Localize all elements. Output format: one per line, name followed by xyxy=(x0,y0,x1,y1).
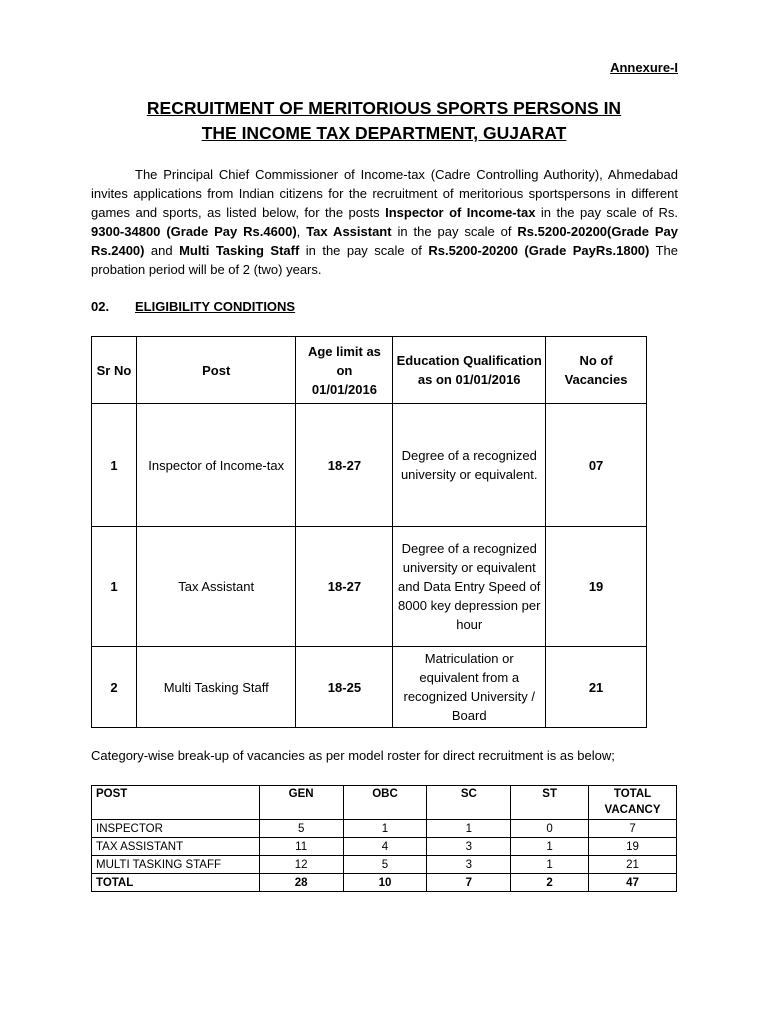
intro-bold: Tax Assistant xyxy=(306,224,392,239)
header-post: POST xyxy=(92,786,260,820)
table-row xyxy=(92,838,677,856)
table-header-row xyxy=(92,337,647,404)
intro-text: in the pay scale of xyxy=(391,224,518,239)
cell-age: 18-27 xyxy=(296,527,393,647)
header-age-line-1: Age limit as on xyxy=(307,343,381,378)
cell-education: Matriculation or equivalent from a recognized University / Board xyxy=(393,647,546,728)
cell-total: 7 xyxy=(589,820,677,838)
header-sc: SC xyxy=(427,786,511,820)
cell-sr: 1 xyxy=(92,404,137,527)
header-age-limit xyxy=(296,337,393,404)
header-st: ST xyxy=(511,786,589,820)
cell-education: Degree of a recognized university or equivalent and Data Entry Speed of 8000 key depression per hour xyxy=(393,527,546,647)
cell-post: Multi Tasking Staff xyxy=(136,647,296,728)
cell-gen: 5 xyxy=(259,820,343,838)
table-row xyxy=(92,404,647,527)
intro-bold: 9300-34800 (Grade Pay Rs.4600) xyxy=(91,224,297,239)
intro-bold: Rs.5200-20200(Grade Pay Rs.2400) xyxy=(91,224,678,258)
cell-st: 1 xyxy=(511,856,589,874)
cell-age: 18-25 xyxy=(296,647,393,728)
cell-post: Tax Assistant xyxy=(136,527,296,647)
section-number: 02. xyxy=(91,299,110,314)
cell-vacancies: 19 xyxy=(546,527,647,647)
cell-obc: 4 xyxy=(343,838,427,856)
page-title xyxy=(90,96,678,146)
cell-st: 2 xyxy=(511,874,589,892)
cell-sc: 3 xyxy=(427,856,511,874)
cell-post: TAX ASSISTANT xyxy=(92,838,260,856)
table-row xyxy=(92,647,647,728)
intro-text: in the pay scale of Rs. xyxy=(535,205,679,220)
cell-obc: 1 xyxy=(343,820,427,838)
intro-text: , xyxy=(296,224,307,239)
cell-st: 0 xyxy=(511,820,589,838)
cell-vacancies: 07 xyxy=(546,404,647,527)
annexure-label: Annexure-I xyxy=(610,60,678,75)
intro-text: The Principal Chief Commissioner of Income-tax (Cadre Controlling Authority), Ahmedabad invites applications from Indian citizens for the recruitment of meritorious sportspersons in different games and sports, as listed below, for the posts xyxy=(91,167,678,220)
eligibility-table xyxy=(91,336,647,728)
cell-obc: 5 xyxy=(343,856,427,874)
cell-post: Inspector of Income-tax xyxy=(136,404,296,527)
title-line-1: RECRUITMENT OF MERITORIOUS SPORTS PERSONS IN xyxy=(146,98,622,118)
cell-total: 21 xyxy=(589,856,677,874)
table-total-row xyxy=(92,874,677,892)
section-heading xyxy=(91,299,491,314)
cell-sc: 7 xyxy=(427,874,511,892)
cell-obc: 10 xyxy=(343,874,427,892)
title-line-2: THE INCOME TAX DEPARTMENT, GUJARAT xyxy=(201,123,567,143)
cell-total: 19 xyxy=(589,838,677,856)
header-obc: OBC xyxy=(343,786,427,820)
cell-post: MULTI TASKING STAFF xyxy=(92,856,260,874)
table-row xyxy=(92,856,677,874)
cell-vacancies: 21 xyxy=(546,647,647,728)
cell-sc: 3 xyxy=(427,838,511,856)
intro-paragraph xyxy=(91,165,678,279)
intro-text: and xyxy=(144,243,180,258)
header-gen: GEN xyxy=(259,786,343,820)
cell-post: TOTAL xyxy=(92,874,260,892)
cell-education: Degree of a recognized university or equivalent. xyxy=(393,404,546,527)
header-age-line-2: 01/01/2016 xyxy=(311,381,377,397)
cell-total: 47 xyxy=(589,874,677,892)
header-sr-no: Sr No xyxy=(92,337,137,404)
cell-post: INSPECTOR xyxy=(92,820,260,838)
cell-sc: 1 xyxy=(427,820,511,838)
intro-text: in the pay scale of xyxy=(299,243,429,258)
table-row xyxy=(92,820,677,838)
cell-sr: 2 xyxy=(92,647,137,728)
vacancy-breakup-table xyxy=(91,785,677,892)
cell-gen: 28 xyxy=(259,874,343,892)
breakup-caption: Category-wise break-up of vacancies as per model roster for direct recruitment is as below; xyxy=(91,748,615,763)
header-post: Post xyxy=(136,337,296,404)
header-total-vacancy: TOTAL VACANCY xyxy=(589,786,677,820)
header-education: Education Qualification as on 01/01/2016 xyxy=(393,337,546,404)
table-row xyxy=(92,527,647,647)
section-title: ELIGIBILITY CONDITIONS xyxy=(135,299,296,314)
cell-sr: 1 xyxy=(92,527,137,647)
intro-bold: Multi Tasking Staff xyxy=(179,243,300,258)
cell-age: 18-27 xyxy=(296,404,393,527)
table-header-row xyxy=(92,786,677,820)
intro-bold: Rs.5200-20200 (Grade PayRs.1800) xyxy=(428,243,650,258)
cell-gen: 12 xyxy=(259,856,343,874)
header-vacancies: No of Vacancies xyxy=(546,337,647,404)
intro-text: The probation period will be of 2 (two) years. xyxy=(91,243,678,277)
intro-bold: Inspector of Income-tax xyxy=(385,205,536,220)
cell-gen: 11 xyxy=(259,838,343,856)
cell-st: 1 xyxy=(511,838,589,856)
